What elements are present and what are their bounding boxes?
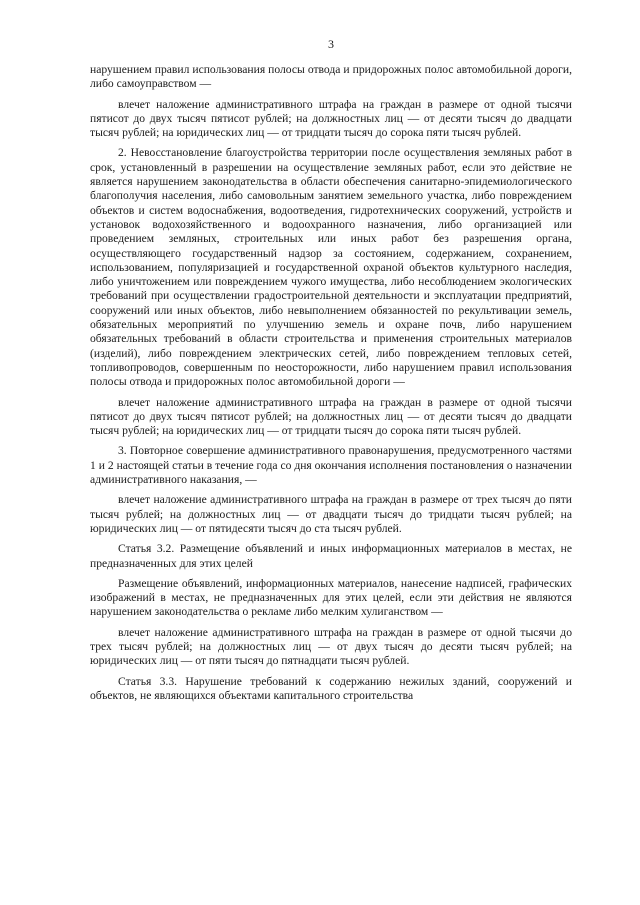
paragraph-penalty-1: влечет наложение административного штрафа на граждан в размере от одной тысячи пятисот до двух тысяч пятисот рублей; на должностных лиц — от десяти тысяч до двадцати тысяч рублей; на юридических лиц — от тридцати тысяч до сорока пяти тысяч рублей. [90, 97, 572, 140]
paragraph-penalty-2: влечет наложение административного штрафа на граждан в размере от одной тысячи пятисот до двух тысяч пятисот рублей; на должностных лиц — от десяти тысяч до двадцати тысяч рублей; на юридических лиц — от тридцати тысяч до сорока пяти тысяч рублей. [90, 395, 572, 438]
page-number: 3 [328, 37, 334, 51]
article-3-2-text: Размещение объявлений, информационных материалов, нанесение надписей, графических изображений в местах, не предназначенных для этих целей, если эти действия не являются нарушением законодательства о рекламе либо мелким хулиганством — [90, 576, 572, 619]
article-3-2-heading: Статья 3.2. Размещение объявлений и иных информационных материалов в местах, не предназначенных для этих целей [90, 542, 572, 570]
paragraph-part-2: 2. Невосстановление благоустройства территории после осуществления земляных работ в срок, установленный в разрешении на осуществление земляных работ, если это действие не является нарушением законодательства в области обеспечения санитарно-эпидемиологического благополучия населения, либо самовольным занятием земельного участка, либо повреждением объектов и систем водоснабжения, водоотведения, гидротехнических сооружений, устройств и установок водохозяйственного и водоохранного назначения, либо организацией или проведением земляных, строительных или иных работ без разрешения органа, осуществляющего государственный надзор за состоянием, содержанием, сохранением, использованием, популяризацией и государственной охраной объектов культурного наследия, либо уничтожением или повреждением чужого имущества, либо несоблюдением экологических требований при осуществлении градостроительной деятельности и эксплуатации предприятий, сооружений или иных объектов, либо невыполнением обязанностей по рекультивации земель, обязательных мероприятий по улучшению земель и охране почв, либо нарушением обязательных требований в области строительства и применения строительных материалов (изделий), либо повреждением электрических сетей, либо повреждением тепловых сетей, топливопроводов, совершенным по неосторожности, либо нарушением правил использования полосы отвода и придорожных полос автомобильной дороги — [90, 146, 572, 389]
article-3-3-heading: Статья 3.3. Нарушение требований к содержанию нежилых зданий, сооружений и объектов, не являющихся объектами капитального строительства [90, 674, 572, 702]
paragraph-continuation: нарушением правил использования полосы отвода и придорожных полос автомобильной дороги, либо самоуправством — [90, 63, 572, 91]
article-3-2-penalty: влечет наложение административного штрафа на граждан в размере от одной тысячи до трех тысяч рублей; на должностных лиц — от двух тысяч до десяти тысяч рублей; на юридических лиц — от пяти тысяч до пятнадцати тысяч рублей. [90, 625, 572, 668]
paragraph-part-3: 3. Повторное совершение административного правонарушения, предусмотренного частями 1 и 2 настоящей статьи в течение года со дня окончания исполнения постановления о назначении административного наказания, — [90, 444, 572, 487]
paragraph-penalty-3: влечет наложение административного штрафа на граждан в размере от трех тысяч до пяти тысяч рублей; на должностных лиц — от двадцати тысяч до тридцати тысяч рублей; на юридических лиц — от пятидесяти тысяч до ста тысяч рублей. [90, 493, 572, 535]
document-body [90, 63, 572, 703]
